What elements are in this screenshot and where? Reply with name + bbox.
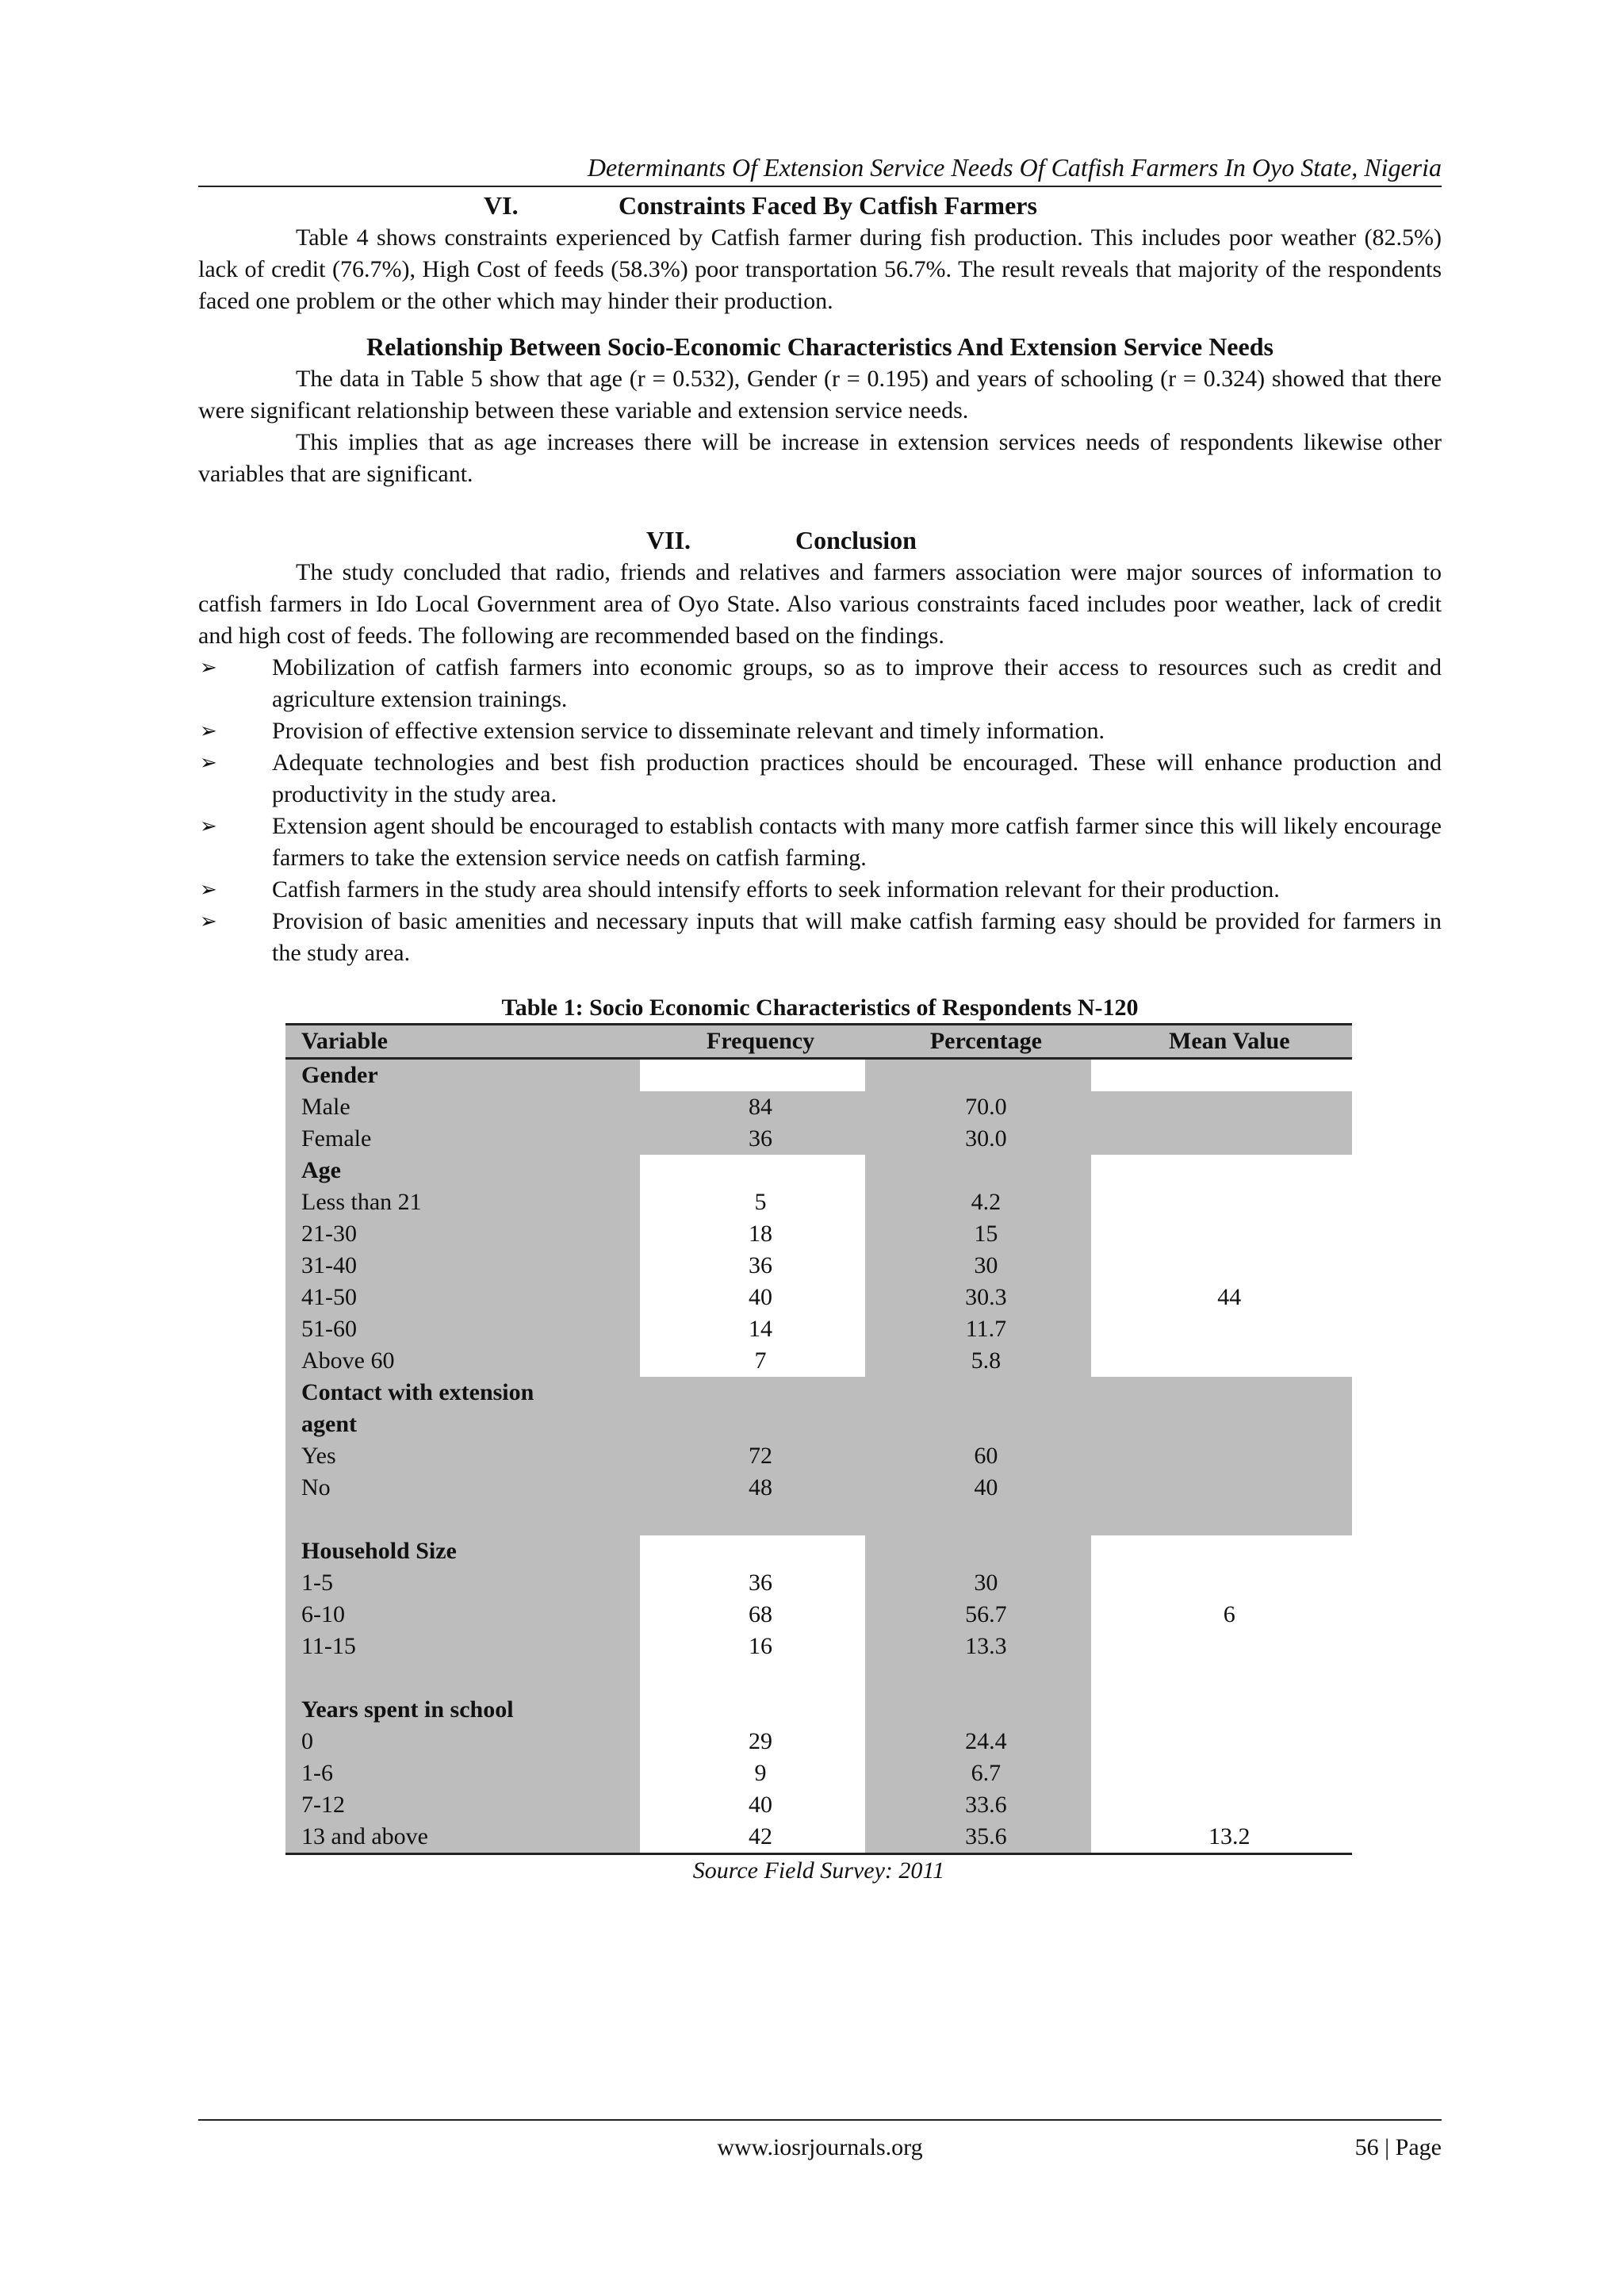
cell-percentage — [865, 1504, 1090, 1535]
cell-variable: Above 60 — [285, 1345, 640, 1377]
arrow-bullet-icon: ➢ — [200, 815, 217, 838]
table-row — [285, 1662, 1352, 1694]
recommendation-text: Mobilization of catfish farmers into economic groups, so as to improve their access to resources such as credit and agriculture extension trainings. — [272, 654, 1442, 712]
cell-variable: 1-5 — [285, 1567, 640, 1599]
cell-mean-value — [1091, 1155, 1352, 1186]
cell-percentage: 11.7 — [865, 1313, 1090, 1345]
cell-percentage: 70.0 — [865, 1091, 1090, 1123]
cell-variable — [285, 1662, 640, 1694]
cell-mean-value — [1091, 1757, 1352, 1789]
running-head: Determinants Of Extension Service Needs Of Catfish Farmers In Oyo State, Nigeria — [198, 151, 1442, 187]
relationship-paragraph-2: This implies that as age increases there will be increase in extension services needs of respondents likewise other variables that are significant. — [198, 429, 1442, 487]
cell-variable: No — [285, 1472, 640, 1504]
cell-variable: 51-60 — [285, 1313, 640, 1345]
relationship-heading: Relationship Between Socio-Economic Characteristics And Extension Service Needs — [366, 332, 1274, 361]
cell-variable: 0 — [285, 1726, 640, 1757]
cell-frequency: 48 — [640, 1472, 865, 1504]
cell-variable: Years spent in school — [285, 1694, 640, 1726]
page-number: 56 | Page — [1354, 2134, 1442, 2160]
cell-frequency — [640, 1662, 865, 1694]
cell-frequency — [640, 1059, 865, 1092]
cell-mean-value — [1091, 1567, 1352, 1599]
table-row — [285, 1504, 1352, 1535]
section-6-paragraph: Table 4 shows constraints experienced by Catfish farmer during fish production. This includes poor weather (82.5%) lack of credit (76.7%), High Cost of feeds (58.3%) poor transportation 56.7%. The result reveals that majority of the respondents faced one problem or the other which may hinder their production. — [198, 224, 1442, 314]
table-row — [285, 1313, 1352, 1345]
section-7-heading — [198, 523, 1442, 557]
cell-mean-value — [1091, 1694, 1352, 1726]
recommendation-item — [198, 715, 1442, 747]
recommendation-text: Extension agent should be encouraged to establish contacts with many more catfish farmer since this will likely encourage farmers to take the extension service needs on catfish farming. — [272, 813, 1442, 871]
cell-mean-value — [1091, 1662, 1352, 1694]
table-source: Source Field Survey: 2011 — [692, 1857, 945, 1884]
cell-percentage: 5.8 — [865, 1345, 1090, 1377]
cell-variable: Contact with extension — [285, 1377, 640, 1409]
cell-variable: 1-6 — [285, 1757, 640, 1789]
arrow-bullet-icon: ➢ — [200, 878, 217, 902]
cell-percentage: 13.3 — [865, 1631, 1090, 1662]
cell-variable: Age — [285, 1155, 640, 1186]
cell-frequency: 14 — [640, 1313, 865, 1345]
table-row — [285, 1726, 1352, 1757]
recommendation-text: Provision of effective extension service to disseminate relevant and timely information. — [272, 718, 1105, 744]
cell-percentage: 56.7 — [865, 1599, 1090, 1631]
cell-percentage — [865, 1059, 1090, 1092]
table-1-wrapper — [285, 1023, 1352, 1855]
cell-percentage: 60 — [865, 1440, 1090, 1472]
cell-frequency: 36 — [640, 1567, 865, 1599]
table-row — [285, 1123, 1352, 1155]
cell-mean-value — [1091, 1504, 1352, 1535]
cell-variable: 21-30 — [285, 1218, 640, 1250]
cell-frequency: 68 — [640, 1599, 865, 1631]
cell-variable: 6-10 — [285, 1599, 640, 1631]
cell-percentage — [865, 1155, 1090, 1186]
cell-percentage: 4.2 — [865, 1186, 1090, 1218]
cell-variable: Yes — [285, 1440, 640, 1472]
header-variable: Variable — [285, 1025, 640, 1059]
cell-frequency: 7 — [640, 1345, 865, 1377]
cell-frequency: 16 — [640, 1631, 865, 1662]
cell-percentage: 30.0 — [865, 1123, 1090, 1155]
table-row — [285, 1218, 1352, 1250]
table-row — [285, 1821, 1352, 1854]
table-1 — [285, 1023, 1352, 1855]
recommendation-item — [198, 652, 1442, 715]
table-row — [285, 1409, 1352, 1440]
cell-variable: Female — [285, 1123, 640, 1155]
cell-variable: 41-50 — [285, 1282, 640, 1313]
cell-frequency: 40 — [640, 1282, 865, 1313]
cell-mean-value — [1091, 1059, 1352, 1092]
cell-mean-value — [1091, 1250, 1352, 1282]
cell-mean-value — [1091, 1218, 1352, 1250]
cell-mean-value — [1091, 1186, 1352, 1218]
header-frequency: Frequency — [640, 1025, 865, 1059]
cell-percentage — [865, 1377, 1090, 1409]
recommendation-item — [198, 811, 1442, 874]
cell-mean-value — [1091, 1313, 1352, 1345]
header-percentage: Percentage — [865, 1025, 1090, 1059]
table-row — [285, 1345, 1352, 1377]
cell-mean-value — [1091, 1472, 1352, 1504]
conclusion-paragraph: The study concluded that radio, friends and relatives and farmers association were major sources of information to catfish farmers in Ido Local Government area of Oyo State. Also various constraints faced includes poor weather, lack of credit and high cost of feeds. The following are recommended based on the findings. — [198, 559, 1442, 649]
arrow-bullet-icon: ➢ — [200, 719, 217, 743]
cell-frequency — [640, 1694, 865, 1726]
cell-mean-value — [1091, 1377, 1352, 1409]
recommendation-text: Provision of basic amenities and necessary inputs that will make catfish farming easy should be provided for farmers in the study area. — [272, 908, 1442, 966]
page-body — [198, 151, 1442, 1887]
cell-mean-value: 6 — [1091, 1599, 1352, 1631]
cell-variable: Gender — [285, 1059, 640, 1092]
arrow-bullet-icon: ➢ — [200, 656, 217, 680]
recommendation-item — [198, 747, 1442, 811]
cell-percentage: 30.3 — [865, 1282, 1090, 1313]
table-row — [285, 1250, 1352, 1282]
table-header-row — [285, 1025, 1352, 1059]
cell-frequency: 72 — [640, 1440, 865, 1472]
table-row — [285, 1694, 1352, 1726]
table-row — [285, 1091, 1352, 1123]
footer-url: www.iosrjournals.org — [717, 2134, 923, 2160]
cell-frequency: 36 — [640, 1123, 865, 1155]
section-6-title: Constraints Faced By Catfish Farmers — [619, 191, 1037, 220]
cell-frequency — [640, 1155, 865, 1186]
cell-variable — [285, 1504, 640, 1535]
cell-percentage: 35.6 — [865, 1821, 1090, 1854]
arrow-bullet-icon: ➢ — [200, 910, 217, 933]
relationship-paragraph-1: The data in Table 5 show that age (r = 0.532), Gender (r = 0.195) and years of schooling (r = 0.324) showed that there were significant relationship between these variable and extension service needs. — [198, 366, 1442, 424]
table-row — [285, 1186, 1352, 1218]
cell-percentage: 30 — [865, 1567, 1090, 1599]
table-row — [285, 1631, 1352, 1662]
table-row — [285, 1757, 1352, 1789]
table-row — [285, 1567, 1352, 1599]
cell-frequency: 84 — [640, 1091, 865, 1123]
cell-percentage: 6.7 — [865, 1757, 1090, 1789]
table-row — [285, 1155, 1352, 1186]
recommendation-item — [198, 906, 1442, 969]
cell-frequency: 29 — [640, 1726, 865, 1757]
cell-variable: Less than 21 — [285, 1186, 640, 1218]
cell-mean-value — [1091, 1091, 1352, 1123]
cell-percentage: 15 — [865, 1218, 1090, 1250]
table-1-body — [285, 1059, 1352, 1854]
cell-frequency — [640, 1409, 865, 1440]
table-row — [285, 1059, 1352, 1092]
cell-variable: 13 and above — [285, 1821, 640, 1854]
table-row — [285, 1535, 1352, 1567]
cell-variable: Household Size — [285, 1535, 640, 1567]
cell-frequency — [640, 1535, 865, 1567]
cell-mean-value — [1091, 1726, 1352, 1757]
table-row — [285, 1472, 1352, 1504]
recommendation-list — [198, 652, 1442, 969]
cell-mean-value — [1091, 1440, 1352, 1472]
cell-frequency: 5 — [640, 1186, 865, 1218]
section-7-number: VII. — [646, 526, 691, 554]
section-7-title: Conclusion — [795, 526, 917, 554]
table-row — [285, 1599, 1352, 1631]
cell-mean-value: 13.2 — [1091, 1821, 1352, 1854]
cell-percentage: 40 — [865, 1472, 1090, 1504]
cell-mean-value — [1091, 1345, 1352, 1377]
table-1-title: Table 1: Socio Economic Characteristics of Respondents N-120 — [501, 995, 1139, 1021]
cell-frequency — [640, 1377, 865, 1409]
cell-frequency: 36 — [640, 1250, 865, 1282]
cell-variable: 31-40 — [285, 1250, 640, 1282]
cell-mean-value — [1091, 1123, 1352, 1155]
section-6-heading — [198, 189, 1442, 222]
recommendation-item — [198, 874, 1442, 906]
cell-frequency — [640, 1504, 865, 1535]
cell-percentage: 24.4 — [865, 1726, 1090, 1757]
table-row — [285, 1377, 1352, 1409]
table-row — [285, 1282, 1352, 1313]
cell-frequency: 40 — [640, 1789, 865, 1821]
cell-variable: Male — [285, 1091, 640, 1123]
cell-percentage — [865, 1662, 1090, 1694]
cell-mean-value — [1091, 1631, 1352, 1662]
page-footer — [198, 2119, 1442, 2160]
cell-percentage — [865, 1535, 1090, 1567]
arrow-bullet-icon: ➢ — [200, 751, 217, 775]
cell-mean-value — [1091, 1535, 1352, 1567]
cell-mean-value: 44 — [1091, 1282, 1352, 1313]
cell-frequency: 42 — [640, 1821, 865, 1854]
cell-percentage — [865, 1694, 1090, 1726]
recommendation-text: Catfish farmers in the study area should intensify efforts to seek information relevant for their production. — [272, 876, 1280, 903]
cell-frequency: 9 — [640, 1757, 865, 1789]
cell-mean-value — [1091, 1409, 1352, 1440]
cell-variable: 7-12 — [285, 1789, 640, 1821]
cell-percentage: 33.6 — [865, 1789, 1090, 1821]
cell-variable: agent — [285, 1409, 640, 1440]
header-mean-value: Mean Value — [1091, 1025, 1352, 1059]
cell-mean-value — [1091, 1789, 1352, 1821]
cell-frequency: 18 — [640, 1218, 865, 1250]
cell-percentage — [865, 1409, 1090, 1440]
recommendation-text: Adequate technologies and best fish production practices should be encouraged. These will enhance production and productivity in the study area. — [272, 749, 1442, 807]
table-row — [285, 1789, 1352, 1821]
cell-percentage: 30 — [865, 1250, 1090, 1282]
section-6-number: VI. — [484, 191, 519, 220]
cell-variable: 11-15 — [285, 1631, 640, 1662]
table-row — [285, 1440, 1352, 1472]
